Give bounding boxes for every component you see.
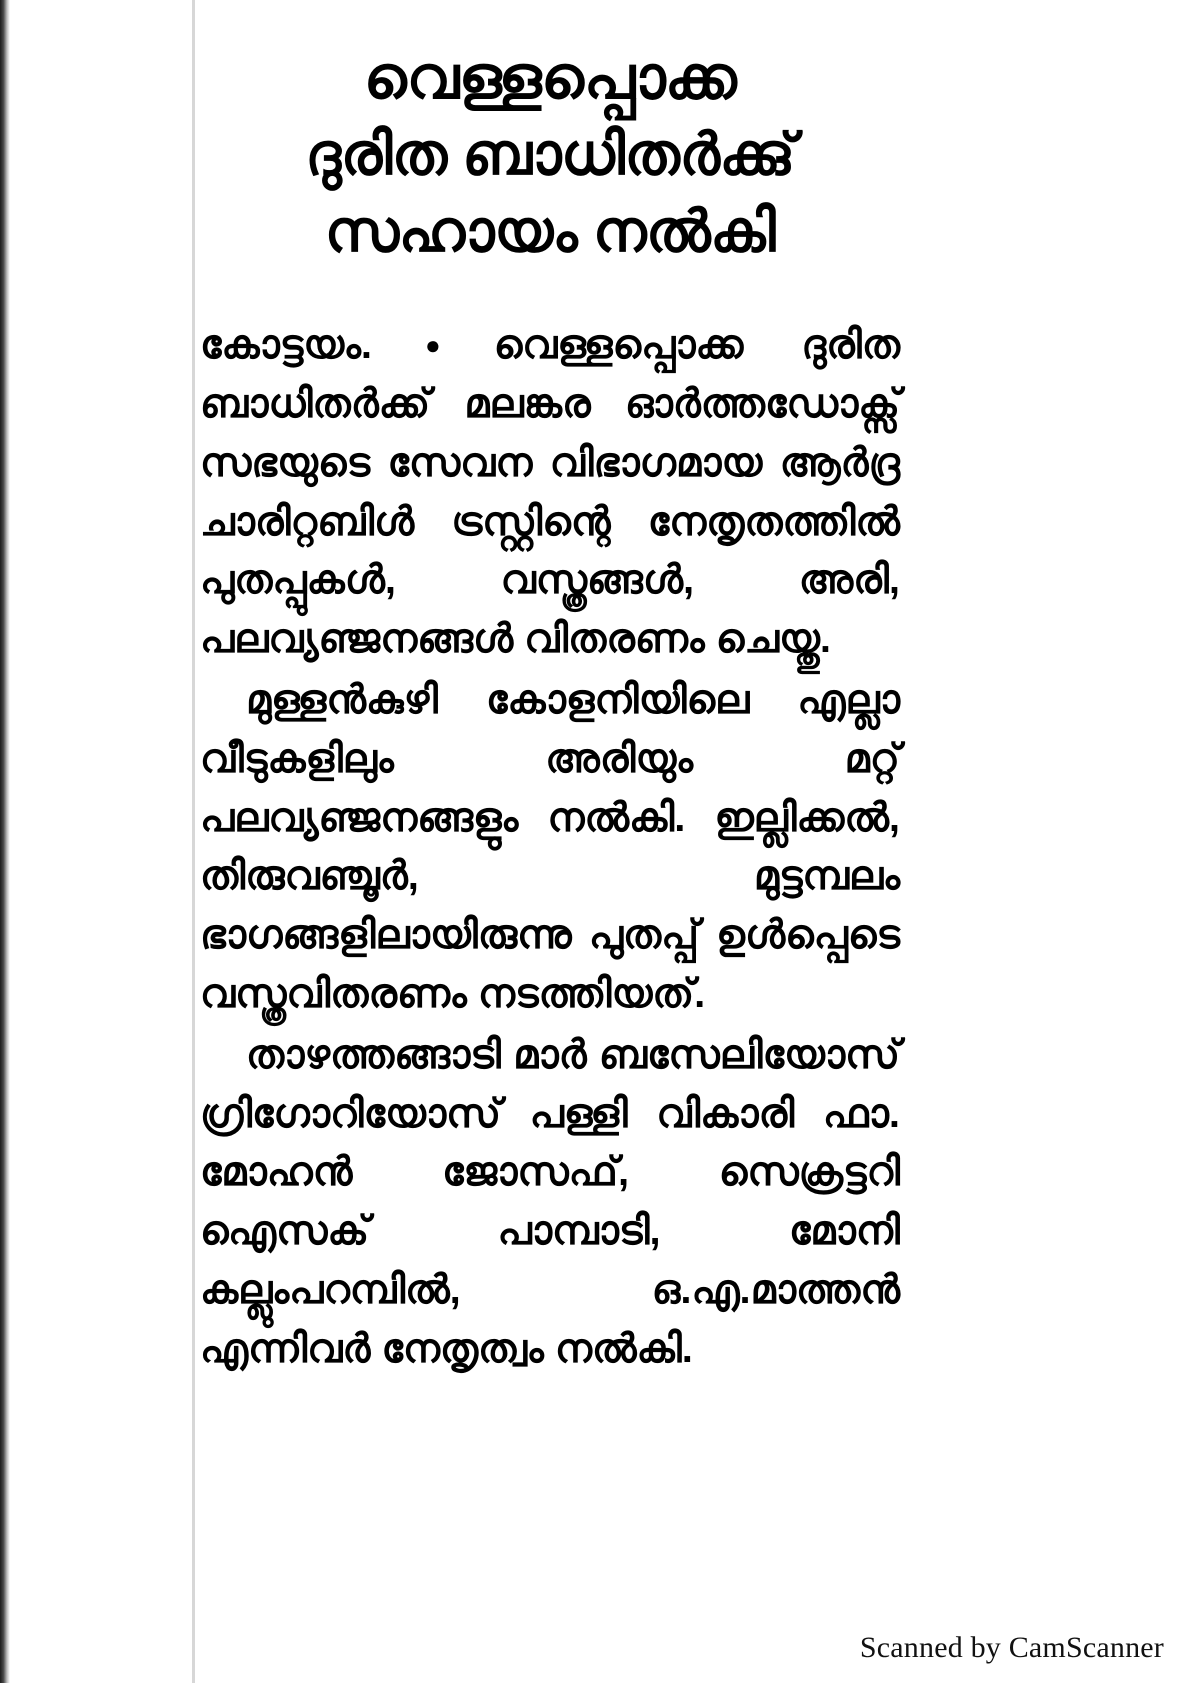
headline-line-2: ദുരിത ബാധിതർക്കു് <box>305 122 795 188</box>
newspaper-clipping <box>200 0 900 1381</box>
article-paragraph: കോട്ടയം. ● വെള്ളപ്പൊക്ക ദുരിത ബാധിതർക്ക് മലങ്കര ഓർത്തഡോക്സ് സഭയുടെ സേവന വിഭാഗമായ ആർദ്ര ചാരിറ്റബിൾ ട്രസ്റ്റിന്റെ നേതൃതത്തിൽ പുതപ്പുകൾ, വസ്ത്രങ്ങൾ, അരി, പലവ്യഞ്ജനങ്ങൾ വിതരണം ചെയ്തു. <box>200 323 900 662</box>
bullet-icon: ● <box>378 329 488 360</box>
scan-edge-line <box>192 0 195 1683</box>
dateline: കോട്ടയം <box>200 323 361 368</box>
article-paragraph <box>200 671 900 1024</box>
article-paragraph <box>200 1026 900 1379</box>
paragraph-text: താഴത്തങ്ങാടി മാർ ബസേലിയോസ് ഗ്രിഗോറിയോസ് പള്ളി വികാരി ഫാ. മോഹൻ ജോസഫ്, സെക്രട്ടറി ഐസക് പാമ്പാടി, മോനി കല്ലുംപറമ്പിൽ, ഒ.എ.മാത്തൻ എന്നിവർ നേതൃത്വം നൽകി. <box>200 1032 900 1371</box>
headline-line-1: വെള്ളപ്പൊക്ക <box>363 44 737 111</box>
camscanner-watermark: Scanned by CamScanner <box>859 1631 1164 1664</box>
headline-line-3: സഹായം നൽകി <box>324 198 776 264</box>
paragraph-text: മുള്ളൻകുഴി കോളനിയിലെ എല്ലാ വീടുകളിലും അരിയും മറ്റ് പലവ്യഞ്ജനങ്ങളും നൽകി. ഇല്ലിക്കൽ, തിരുവഞ്ചൂർ, മുട്ടമ്പലം ഭാഗങ്ങളിലായിരുന്നു പുതപ്പ് ഉൾപ്പെടെ വസ്ത്രവിതരണം നടത്തിയത്. <box>200 678 900 1017</box>
scan-edge-artifact <box>0 0 10 1683</box>
article-body <box>200 316 900 1378</box>
paragraph-text: വെള്ളപ്പൊക്ക ദുരിത ബാധിതർക്ക് മലങ്കര ഓർത്തഡോക്സ് സഭയുടെ സേവന വിഭാഗമായ ആർദ്ര ചാരിറ്റബിൾ ട്രസ്റ്റിന്റെ നേതൃതത്തിൽ പുതപ്പുകൾ, വസ്ത്രങ്ങൾ, അരി, പലവ്യഞ്ജനങ്ങൾ വിതരണം ചെയ്തു. <box>200 323 900 662</box>
headline <box>200 38 900 270</box>
